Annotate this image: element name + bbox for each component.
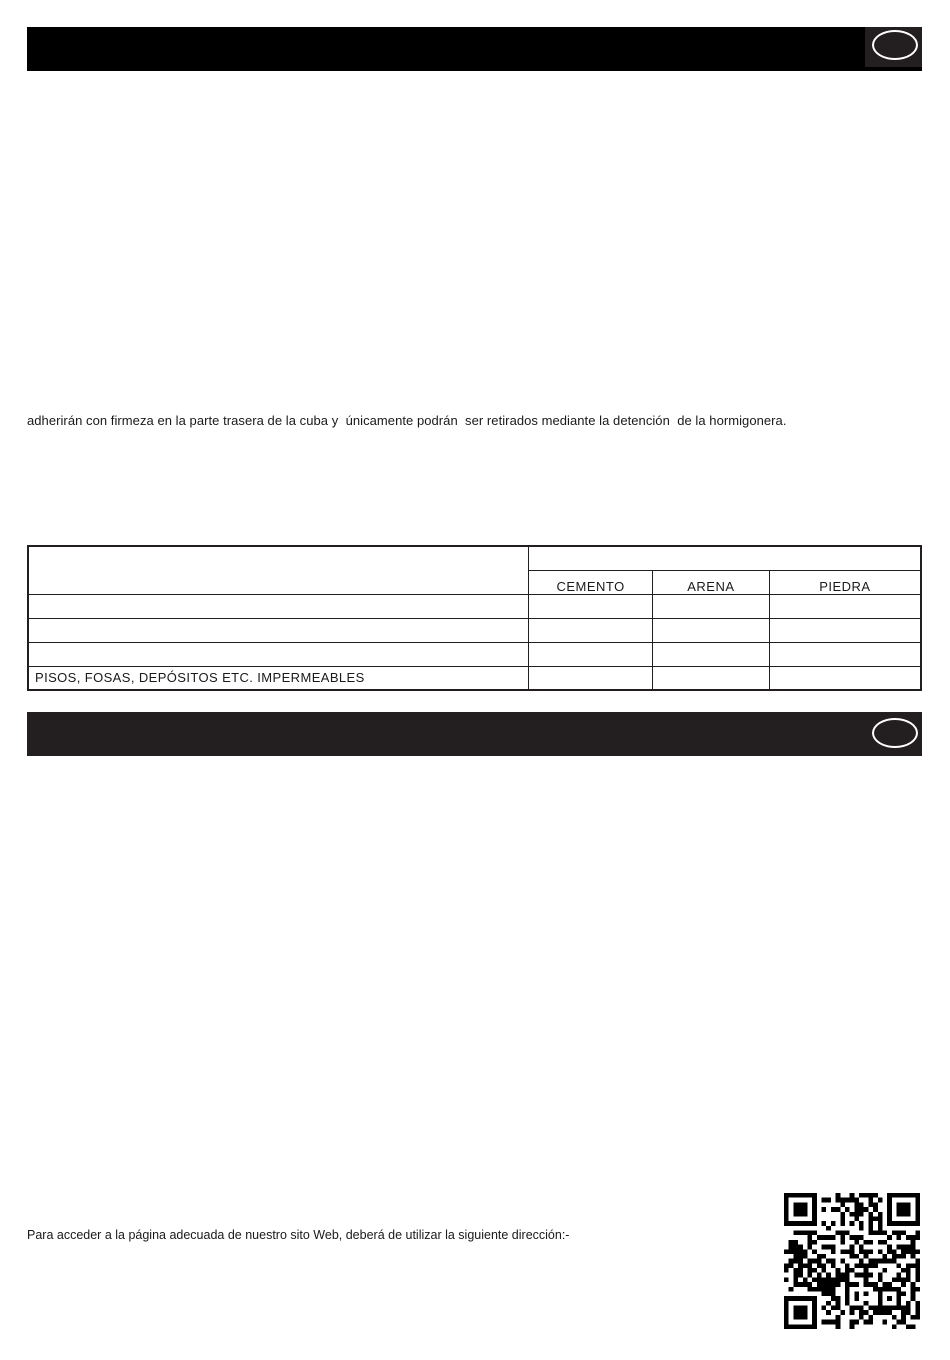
column-header-piedra: PIEDRA [769,570,921,594]
body-paragraph-mixing: adherirán con firmeza en la parte trasera de la cuba y únicamente podrán ser retirados mediante la detención de la hormigonera. [27,413,787,428]
badge-box [865,27,922,67]
section-header-bar-top [27,27,922,71]
cell-cemento [529,618,653,642]
table-row [28,594,921,618]
table-header-row [28,546,921,570]
section-header-bar-mid [27,712,922,756]
website-instruction-text: Para acceder a la página adecuada de nuestro sito Web, deberá de utilizar la siguiente dirección:- [27,1228,570,1242]
cell-cemento [529,666,653,690]
cell-arena [653,642,770,666]
table-row [28,642,921,666]
qr-code-icon[interactable] [784,1193,920,1329]
oval-badge-icon [872,718,918,748]
column-header-arena: ARENA [653,570,770,594]
column-header-cemento: CEMENTO [529,570,653,594]
cell-piedra [769,594,921,618]
table-header-label-cell [28,546,529,594]
table-header-group-cell [529,546,921,570]
cell-piedra [769,666,921,690]
cell-cemento [529,642,653,666]
cell-arena [653,666,770,690]
table-row [28,618,921,642]
cell-cemento [529,594,653,618]
row-label [28,642,529,666]
row-label [28,618,529,642]
oval-badge-icon [872,30,918,60]
mix-proportions-table [27,545,922,691]
cell-piedra [769,618,921,642]
cell-piedra [769,642,921,666]
cell-arena [653,618,770,642]
row-label [28,594,529,618]
table-row [28,666,921,690]
cell-arena [653,594,770,618]
row-label: PISOS, FOSAS, DEPÓSITOS ETC. IMPERMEABLES [28,666,529,690]
